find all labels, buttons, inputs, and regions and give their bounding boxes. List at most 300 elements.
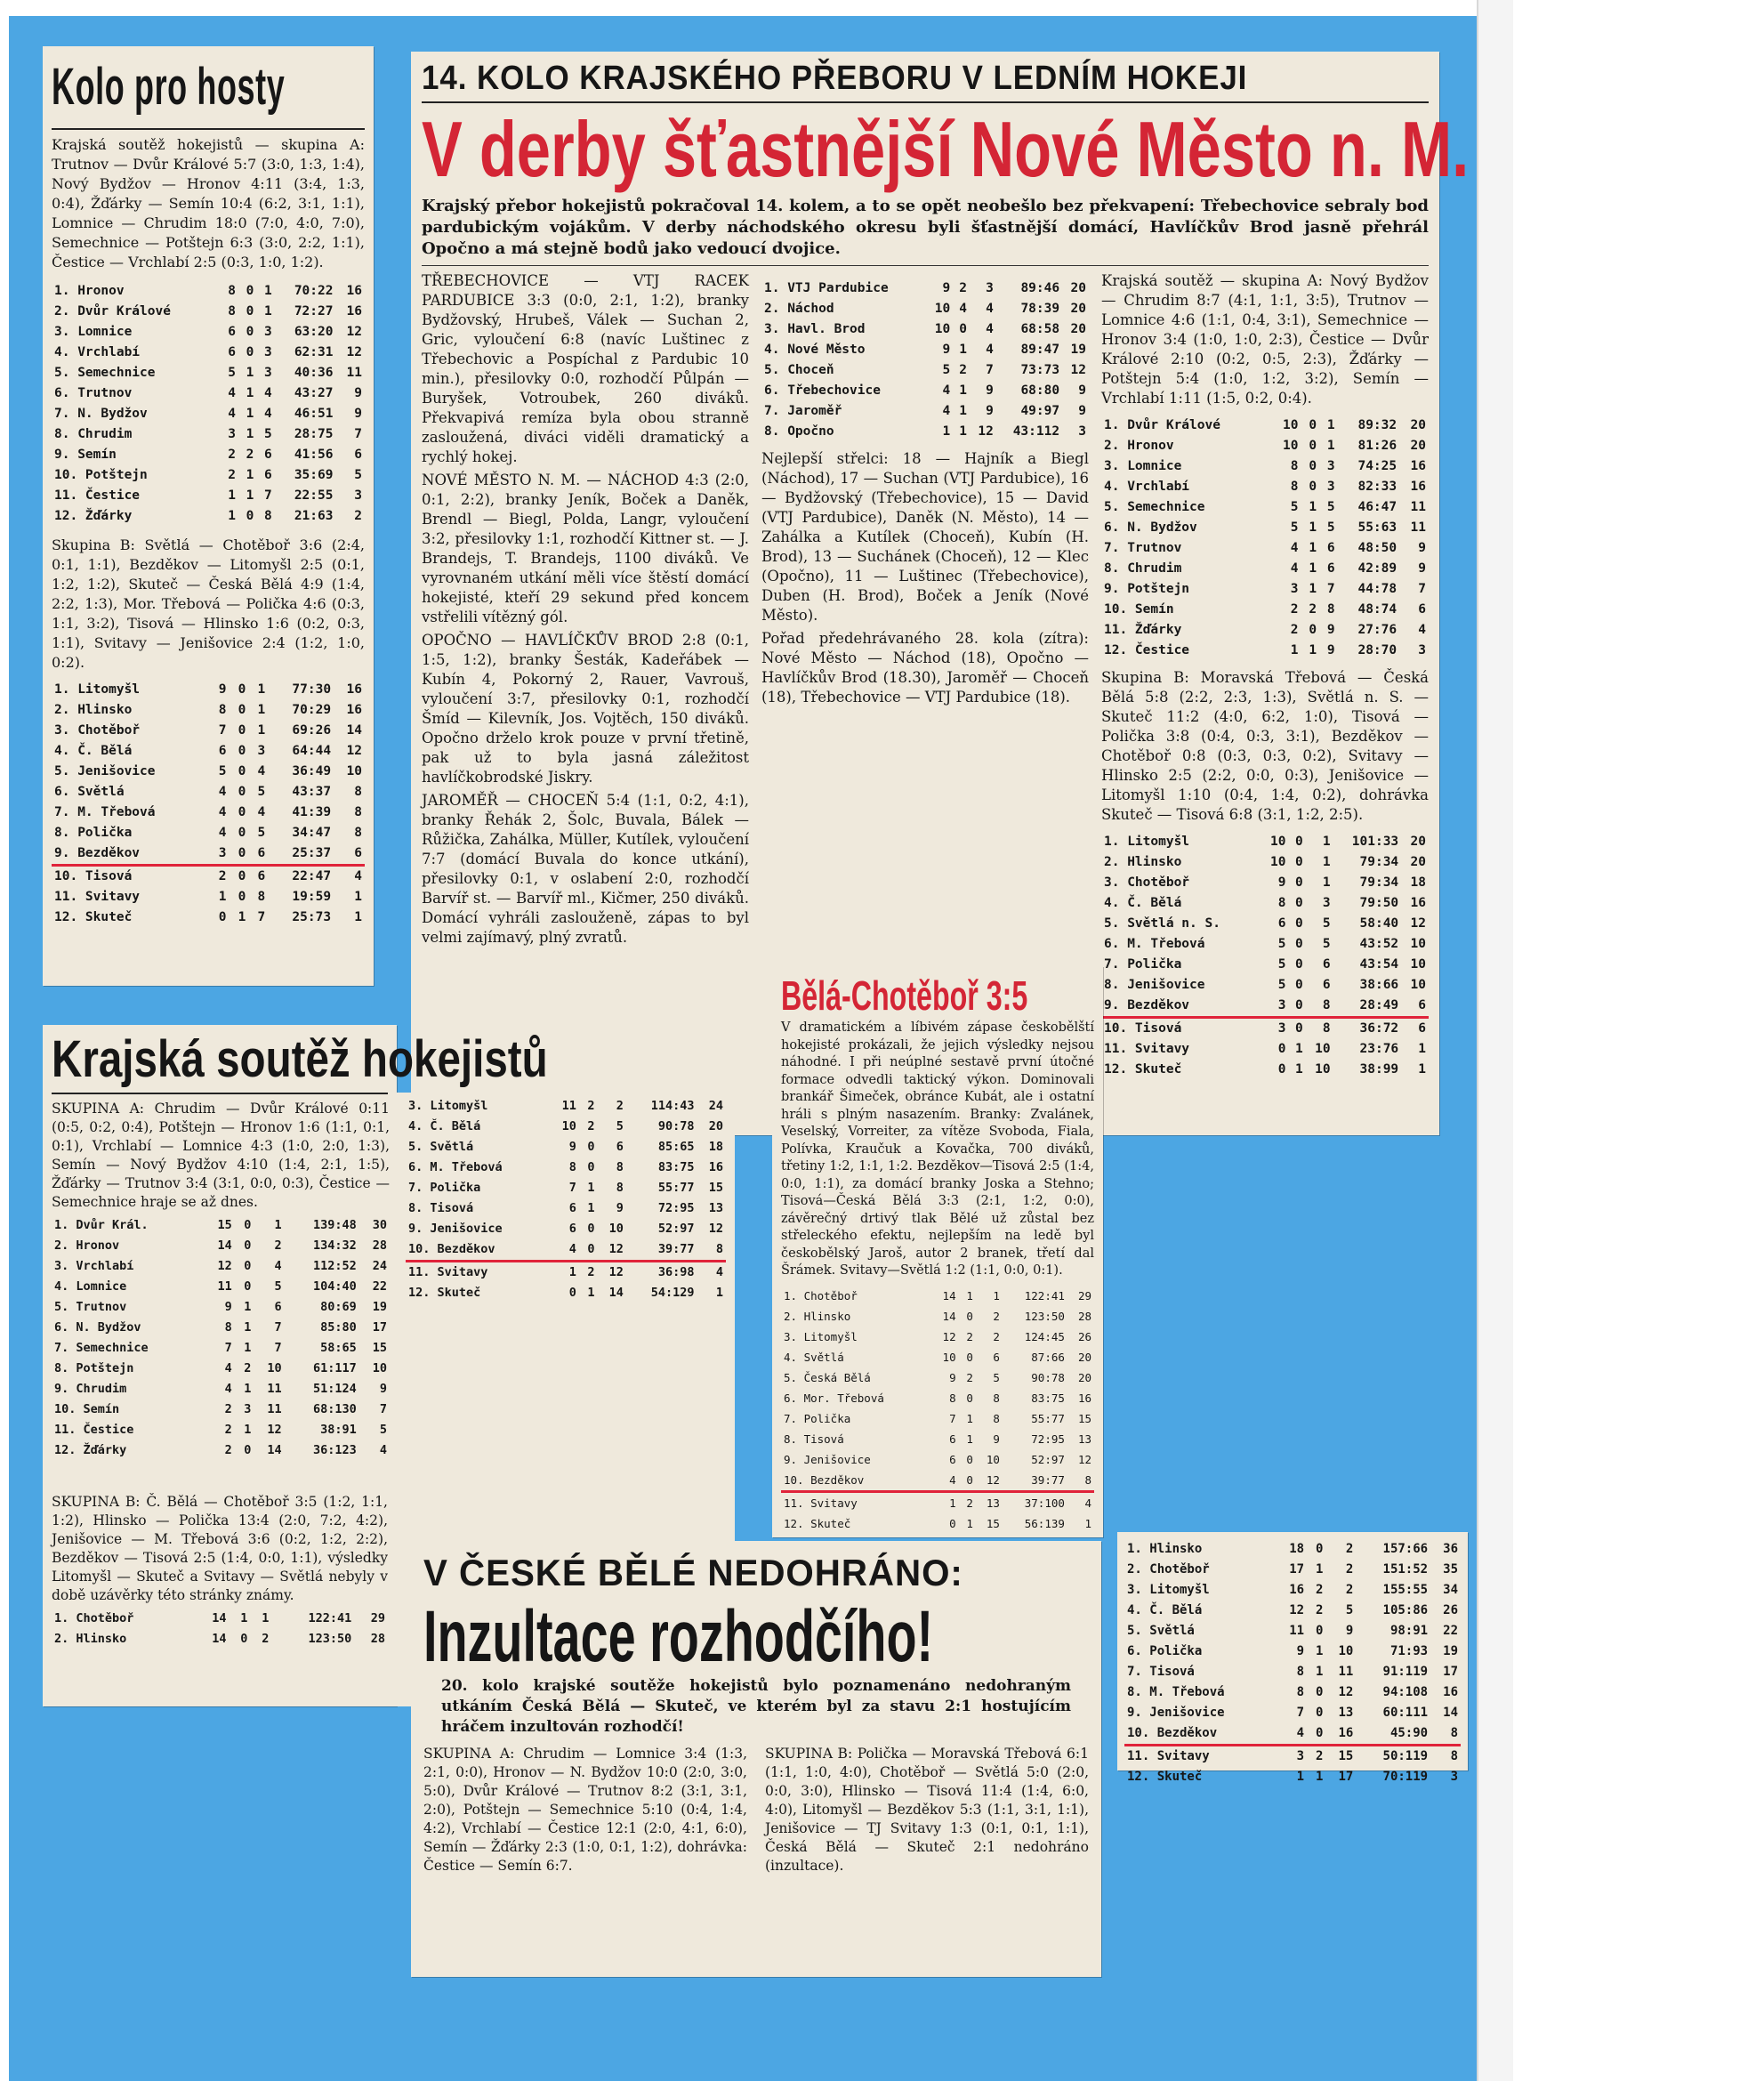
stat-cell: 0 <box>1295 916 1303 931</box>
stat-cell: 4 <box>1290 561 1299 576</box>
team-name: 8. Polička <box>54 826 133 840</box>
team-name: 6. Světlá <box>54 785 125 799</box>
team-name: 8. Tisová <box>408 1201 474 1215</box>
stat-cell: 2 <box>228 468 236 482</box>
clip5-group-b: SKUPINA B: Polička — Moravská Třebová 6:1 (1:1, 1:0, 4:0), Chotěboř — Světlá 5:0 (2:0, 0:0, 3:0), Hlinsko — Tisová 11:4 (1:4, 6:0, 4:0), Litomyšl — Bezděkov 5:3 (1:1, 3:1, 1:1), Jenišovice — TJ Svitavy 1:3 (0:1, 0:1, 1:1), Česká Bělá — Skuteč 2:1 nedohráno (inzultace). <box>765 1746 1089 1874</box>
team-name: 5. Jenišovice <box>54 764 156 778</box>
stat-cell: 4 <box>264 386 272 400</box>
stat-cell: 6 <box>949 1452 956 1466</box>
stat-cell: 28 <box>370 1632 385 1646</box>
stat-cell: 2 <box>587 1265 595 1279</box>
team-name: 2. Hronov <box>54 1238 120 1253</box>
stat-cell: 2 <box>966 1496 973 1510</box>
stat-cell: 5 <box>257 826 266 840</box>
table-row <box>52 424 365 445</box>
table-row <box>406 1262 726 1284</box>
team-name: 10. Bezděkov <box>1124 1723 1277 1746</box>
stat-cell: 79:34 <box>1359 875 1399 890</box>
stat-cell: 72:95 <box>1031 1432 1065 1446</box>
team-name: 6. Mor. Třebová <box>784 1391 884 1405</box>
stat-cell: 0 <box>238 744 246 758</box>
stat-cell: 8 <box>224 1320 232 1335</box>
stat-cell: 8 <box>949 1391 956 1405</box>
table-row <box>1124 1580 1461 1601</box>
stat-cell: 20 <box>1070 322 1086 336</box>
stat-cell: 10 <box>372 1361 387 1375</box>
stat-cell: 2 <box>966 1329 973 1343</box>
stat-cell: 2 <box>587 1099 595 1113</box>
table-row <box>52 465 365 486</box>
clip2-col3-b: Skupina B: Moravská Třebová — Česká Bělá 5:8 (2:2, 2:3, 1:3), Světlá n. S. — Skuteč 11:2 (4:0, 6:2, 1:0), Tisová — Polička 3:8 (0:4, 0:3, 3:1), Bezděkov — Chotěboř 0:8 (0:3, 0:3, 0:2), Svitavy — Hlinsko 2:5 (2:2, 0:0, 0:3), Jenišovice — Litomyšl 1:10 (0:4, 1:4, 0:2), dohrávka Skuteč — Tisová 6:8 (3:1, 1:2, 2:5). <box>1101 669 1429 823</box>
stat-cell: 0 <box>579 1239 598 1262</box>
stat-cell: 60:111 <box>1382 1706 1429 1720</box>
stat-cell: 0 <box>949 1516 956 1530</box>
table-row <box>1101 893 1429 914</box>
clip2-col3-a: Krajská soutěž — skupina A: Nový Bydžov — Chrudim 8:7 (4:1, 1:1, 3:5), Trutnov — Lomnice 4:6 (1:1, 0:4, 3:1), Semechnice — Hronov 3:4 (1:0, 1:0, 2:3), Čestice — Dvůr Králové 2:10 (0:2, 0:5, 2:3), Žďárky — Potštejn 5:4 (1:0, 1:2, 3:2), Semín — Vrchlabí 1:11 (1:5, 0:2, 0:4). <box>1101 272 1429 407</box>
stat-cell: 3 <box>1450 1770 1458 1784</box>
team-name: 4. Č. Bělá <box>54 744 133 758</box>
stat-cell: 12 <box>346 345 362 359</box>
stat-cell: 4 <box>551 1239 579 1262</box>
stat-cell: 46:47 <box>1357 500 1398 514</box>
stat-cell: 48:50 <box>1357 541 1398 555</box>
stat-cell: 0 <box>244 1238 252 1253</box>
team-name: 5. Světlá n. S. <box>1104 916 1220 931</box>
table-row <box>52 281 365 302</box>
stat-cell: 1 <box>949 1496 956 1510</box>
stat-cell: 22 <box>1443 1624 1458 1638</box>
stat-cell: 9 <box>942 343 951 357</box>
stat-cell: 16 <box>1443 1685 1458 1699</box>
stat-cell: 3 <box>244 1402 252 1416</box>
stat-cell: 2 <box>224 1423 232 1437</box>
stat-cell: 10 <box>986 1452 1000 1466</box>
stat-cell: 16 <box>346 284 362 298</box>
table-row <box>1101 1060 1429 1080</box>
stat-cell: 2 <box>966 1370 973 1384</box>
stat-cell: 4 <box>228 407 236 421</box>
stat-cell: 6 <box>568 1222 576 1236</box>
stat-cell: 1 <box>1316 1562 1324 1577</box>
stat-cell: 11 <box>1410 500 1426 514</box>
team-name: 5. Choceň <box>764 363 834 377</box>
stat-cell: 11 <box>267 1402 282 1416</box>
team-name: 3. Litomyšl <box>408 1099 488 1113</box>
stat-cell: 27:76 <box>1357 623 1398 637</box>
table-row <box>52 1338 390 1359</box>
stat-cell: 0 <box>1307 1723 1325 1746</box>
stat-cell: 155:55 <box>1382 1583 1429 1597</box>
stat-cell: 1 <box>264 284 272 298</box>
table-row <box>1124 1682 1461 1703</box>
stat-cell: 55:77 <box>1031 1411 1065 1425</box>
clip2-kicker <box>422 57 1429 103</box>
stat-cell: 3 <box>1296 1749 1305 1763</box>
team-name: 3. Lomnice <box>1104 459 1182 473</box>
team-name: 7. Trutnov <box>1104 541 1182 555</box>
team-name: 1. Litomyšl <box>54 682 141 697</box>
stat-cell: 28 <box>1077 1309 1091 1323</box>
stat-cell: 1 <box>262 1611 270 1625</box>
stat-cell: 1 <box>966 1288 973 1303</box>
team-name: 9. Chrudim <box>54 1382 127 1396</box>
stat-cell: 10 <box>1315 1042 1331 1056</box>
stat-cell: 77:30 <box>292 682 332 697</box>
table-row <box>1124 1560 1461 1580</box>
stat-cell: 1 <box>246 366 254 380</box>
stat-cell: 20 <box>1070 281 1086 295</box>
stat-cell: 2 <box>587 1119 595 1133</box>
stat-cell: 26 <box>1443 1603 1458 1617</box>
stat-cell: 2 <box>1345 1542 1354 1556</box>
stat-cell: 9 <box>354 407 362 421</box>
stat-cell: 9 <box>993 1432 1000 1446</box>
stat-cell: 7 <box>257 910 266 924</box>
stat-cell: 71:93 <box>1389 1644 1429 1658</box>
stat-cell: 1 <box>1322 835 1331 849</box>
stat-cell: 6 <box>334 843 365 866</box>
stat-cell: 5 <box>228 366 236 380</box>
stat-cell: 2 <box>1316 1749 1324 1763</box>
stat-cell: 26 <box>1077 1329 1091 1343</box>
stat-cell: 98:91 <box>1389 1624 1429 1638</box>
stat-cell: 2 <box>354 509 362 523</box>
stat-cell: 0 <box>587 1222 595 1236</box>
stat-cell: 1 <box>1326 418 1335 432</box>
stat-cell: 85:65 <box>657 1140 695 1154</box>
team-name: 8. Opočno <box>764 424 834 439</box>
stat-cell: 61:117 <box>312 1361 357 1375</box>
clip3-group-a-text: SKUPINA A: Chrudim — Dvůr Králové 0:11 (0:5, 0:2, 0:4), Potštejn — Hronov 1:6 (1:1, 0:1, 0:1), Vrchlabí — Lomnice 4:3 (1:0, 2:0, 1:3), Semín — Nový Bydžov 4:10 (1:4, 2:1, 1:5), Žďárky — Trutnov 3:4 (3:1, 0:0, 0:3), Čestice — Semechnice hraje se až dnes. <box>52 1101 390 1210</box>
stat-cell: 4 <box>1418 623 1426 637</box>
clip4-table <box>781 1286 1094 1534</box>
table-row <box>52 1629 388 1649</box>
clip2-columns <box>422 271 1429 1080</box>
stat-cell: 22:55 <box>294 488 334 503</box>
stat-cell: 0 <box>238 703 246 717</box>
stat-cell: 36:49 <box>292 764 332 778</box>
stat-cell: 28 <box>372 1238 387 1253</box>
stat-cell: 2 <box>616 1099 624 1113</box>
table-row <box>1101 852 1429 873</box>
stat-cell: 8 <box>993 1391 1000 1405</box>
table-row <box>406 1096 726 1117</box>
team-name: 6. M. Třebová <box>1104 937 1205 951</box>
stat-cell: 41:39 <box>292 805 332 819</box>
stat-cell: 122:41 <box>308 1611 352 1625</box>
page-edge <box>1477 0 1513 2081</box>
team-name: 1. Dvůr Král. <box>54 1218 149 1232</box>
stat-cell: 9 <box>568 1140 576 1154</box>
stat-cell: 6 <box>354 448 362 462</box>
table-row <box>781 1449 1094 1470</box>
team-name: 7. Tisová <box>1127 1665 1195 1679</box>
stat-cell: 0 <box>1316 1624 1324 1638</box>
team-name: 4. Vrchlabí <box>54 345 141 359</box>
team-name: 8. Chrudim <box>54 427 133 441</box>
table-row <box>1101 497 1429 518</box>
stat-cell: 80:69 <box>320 1300 357 1314</box>
stat-cell: 39:77 <box>1003 1470 1067 1492</box>
stat-cell: 9 <box>379 1382 387 1396</box>
stat-cell: 1 <box>246 488 254 503</box>
stat-cell: 4 <box>932 1470 959 1492</box>
stat-cell: 79:34 <box>1359 855 1399 869</box>
table-row <box>781 1491 1094 1513</box>
table-row <box>761 299 1089 319</box>
stat-cell: 1 <box>257 682 266 697</box>
stat-cell: 5 <box>1322 937 1331 951</box>
stat-cell: 20 <box>1077 1370 1091 1384</box>
stat-cell: 1 <box>966 1411 973 1425</box>
stat-cell: 0 <box>246 509 254 523</box>
stat-cell: 8 <box>257 890 266 904</box>
stat-cell: 3 <box>986 281 994 295</box>
stat-cell: 4 <box>986 322 994 336</box>
stat-cell: 1 <box>959 404 967 418</box>
stat-cell: 10 <box>608 1222 624 1236</box>
stat-cell: 36 <box>1443 1542 1458 1556</box>
stat-cell: 0 <box>1309 480 1317 494</box>
stat-cell: 0 <box>1295 937 1303 951</box>
stat-cell: 1 <box>959 424 967 439</box>
stat-cell: 14 <box>267 1443 282 1457</box>
stat-cell: 3 <box>1078 424 1086 439</box>
stat-cell: 10 <box>1315 1062 1331 1077</box>
stat-cell: 1 <box>966 1516 973 1530</box>
team-name: 5. Česká Bělá <box>784 1370 871 1384</box>
stat-cell: 1 <box>587 1201 595 1215</box>
stat-cell: 18 <box>708 1140 723 1154</box>
stat-cell: 6 <box>1401 996 1429 1018</box>
stat-cell: 14 <box>608 1286 624 1300</box>
table-row <box>781 1286 1094 1306</box>
stat-cell: 1 <box>228 509 236 523</box>
stat-cell: 5 <box>1322 916 1331 931</box>
clip2-table-a <box>1101 415 1429 661</box>
stat-cell: 1 <box>1309 582 1317 596</box>
team-name: 12. Skuteč <box>1104 1062 1182 1077</box>
table-row <box>52 1420 390 1440</box>
stat-cell: 35 <box>1443 1562 1458 1577</box>
stat-cell: 3 <box>1290 582 1299 596</box>
stat-cell: 25:37 <box>268 843 334 866</box>
stat-cell: 10 <box>934 322 951 336</box>
stat-cell: 0 <box>244 1279 252 1294</box>
team-name: 6. Třebechovice <box>764 383 881 398</box>
table-row <box>781 1470 1094 1492</box>
stat-cell: 8 <box>1290 480 1299 494</box>
stat-cell: 2 <box>1290 602 1299 617</box>
stat-cell: 1 <box>1418 1062 1426 1077</box>
clip3-table-a <box>52 1215 390 1461</box>
table-row <box>1101 538 1429 559</box>
stat-cell: 39:77 <box>626 1239 697 1262</box>
stat-cell: 10 <box>1269 855 1286 869</box>
stat-cell: 11 <box>1289 1624 1305 1638</box>
stat-cell: 87:66 <box>1031 1350 1065 1364</box>
stat-cell: 8 <box>1067 1470 1094 1492</box>
clip5-lead: 20. kolo krajské soutěže hokejistů bylo poznamenáno nedohraným utkáním Česká Bělá — Skuteč, ve kterém byl za stavu 2:1 hostujícím hráčem inzultován rozhodčí! <box>441 1677 1071 1736</box>
team-name: 1. Chotěboř <box>784 1288 858 1303</box>
team-name: 2. Hlinsko <box>1104 855 1182 869</box>
stat-cell: 12 <box>1070 363 1086 377</box>
team-name: 6. Polička <box>1127 1644 1203 1658</box>
stat-cell: 10 <box>1282 439 1299 453</box>
stat-cell: 22:47 <box>292 869 332 883</box>
stat-cell: 0 <box>238 764 246 778</box>
table-row <box>1101 934 1429 955</box>
stat-cell: 6 <box>993 1350 1000 1364</box>
stat-cell: 2 <box>1290 623 1299 637</box>
stat-cell: 14 <box>212 1611 227 1625</box>
clip3-group-b <box>43 1489 397 1706</box>
clip2-kicker-text: 14. KOLO KRAJSKÉHO PŘEBORU V LEDNÍM HOKEJI <box>422 60 1248 97</box>
table-row <box>1101 559 1429 579</box>
stat-cell: 3 <box>1418 643 1426 657</box>
table-row <box>52 823 365 843</box>
clip2-table-main <box>761 278 1089 442</box>
stat-cell: 16 <box>1410 480 1426 494</box>
clip3-title-text: Krajská soutěž hokejistů <box>52 1030 548 1088</box>
clip2-col2 <box>761 271 1089 1080</box>
stat-cell: 1 <box>246 407 254 421</box>
team-name: 2. Chotěboř <box>1127 1562 1210 1577</box>
stat-cell: 1 <box>244 1300 252 1314</box>
stat-cell: 38:91 <box>320 1423 357 1437</box>
stat-cell: 3 <box>264 345 272 359</box>
stat-cell: 9 <box>224 1300 232 1314</box>
team-name: 8. Jenišovice <box>1104 978 1205 992</box>
team-name: 3. Litomyšl <box>1127 1583 1210 1597</box>
stat-cell: 1 <box>587 1181 595 1195</box>
stat-cell: 6 <box>1326 541 1335 555</box>
stat-cell: 8 <box>1290 459 1299 473</box>
stat-cell: 24 <box>372 1259 387 1273</box>
stat-cell: 83:75 <box>1031 1391 1065 1405</box>
clip5-columns <box>423 1745 1089 1879</box>
stat-cell: 0 <box>240 1632 248 1646</box>
stat-cell: 3 <box>264 366 272 380</box>
team-name: 4. Lomnice <box>54 1279 127 1294</box>
stat-cell: 12 <box>346 325 362 339</box>
stat-cell: 0 <box>238 785 246 799</box>
stat-cell: 1 <box>1418 1042 1426 1056</box>
stat-cell: 0 <box>218 910 227 924</box>
table-row <box>1124 1601 1461 1621</box>
team-name: 4. Č. Bělá <box>1104 896 1182 910</box>
stat-cell: 21:63 <box>294 509 334 523</box>
stat-cell: 0 <box>244 1218 252 1232</box>
stat-cell: 1 <box>966 1432 973 1446</box>
team-name: 12. Skuteč <box>784 1516 851 1530</box>
stat-cell: 14 <box>346 723 362 738</box>
team-name: 11. Žďárky <box>1104 623 1182 637</box>
stat-cell: 15 <box>708 1181 723 1195</box>
stat-cell: 63:20 <box>294 325 334 339</box>
stat-cell: 1 <box>1316 1770 1324 1784</box>
table-row <box>406 1198 726 1219</box>
stat-cell: 1 <box>246 468 254 482</box>
stat-cell: 0 <box>238 890 246 904</box>
stat-cell: 9 <box>1296 1644 1305 1658</box>
stat-cell: 5 <box>1277 937 1286 951</box>
stat-cell: 2 <box>224 1402 232 1416</box>
stat-cell: 0 <box>959 1470 976 1492</box>
clip2-lead: Krajský přebor hokejistů pokračoval 14. kolem, a to se opět neobešlo bez překvapení: Třebechovice sebraly bod pardubickým vojákům. V derby náchodského okresu byli šťastnější domácí, Havlíčkův Brod jasně přehrál Opočno a má stejně bodů jako vedoucí dvojice. <box>422 196 1429 266</box>
team-name: 2. Hlinsko <box>784 1309 851 1323</box>
stat-cell: 72:27 <box>294 304 334 319</box>
stat-cell: 8 <box>1326 602 1335 617</box>
stat-cell: 12 <box>217 1259 232 1273</box>
stat-cell: 4 <box>1084 1496 1091 1510</box>
stat-cell: 68:58 <box>1020 322 1060 336</box>
stat-cell: 4 <box>224 1361 232 1375</box>
team-name: 9. Bezděkov <box>52 843 210 866</box>
stat-cell: 1 <box>1295 1042 1303 1056</box>
stat-cell: 43:37 <box>292 785 332 799</box>
stat-cell: 1 <box>264 304 272 319</box>
team-name: 1. Litomyšl <box>1104 835 1190 849</box>
team-name: 10. Semín <box>1104 602 1174 617</box>
stat-cell: 0 <box>1295 978 1303 992</box>
table-row <box>1101 641 1429 661</box>
stat-cell: 0 <box>1277 1062 1286 1077</box>
stat-cell: 5 <box>1326 520 1335 535</box>
stat-cell: 5 <box>1290 520 1299 535</box>
stat-cell: 15 <box>217 1218 232 1232</box>
stat-cell: 1 <box>942 424 951 439</box>
stat-cell: 10 <box>1410 957 1426 972</box>
stat-cell: 0 <box>1277 1042 1286 1056</box>
stat-cell: 8 <box>616 1181 624 1195</box>
stat-cell: 104:40 <box>312 1279 357 1294</box>
stat-cell: 43:112 <box>1012 424 1060 439</box>
table-row <box>781 1347 1094 1367</box>
stat-cell: 10 <box>1338 1644 1354 1658</box>
stat-cell: 0 <box>244 1259 252 1273</box>
stat-cell: 9 <box>1078 404 1086 418</box>
table-row <box>1124 1539 1461 1560</box>
stat-cell: 8 <box>1277 896 1286 910</box>
team-name: 1. Hlinsko <box>1127 1542 1203 1556</box>
stat-cell: 3 <box>1322 896 1331 910</box>
stat-cell: 8 <box>264 509 272 523</box>
stat-cell: 14 <box>1443 1706 1458 1720</box>
stat-cell: 16 <box>1289 1583 1305 1597</box>
stat-cell: 0 <box>238 682 246 697</box>
stat-cell: 11 <box>561 1099 576 1113</box>
team-name: 4. Nové Město <box>764 343 866 357</box>
table-row <box>52 680 365 700</box>
stat-cell: 101:33 <box>1351 835 1399 849</box>
table-row <box>761 381 1089 401</box>
stat-cell: 0 <box>244 1443 252 1457</box>
stat-cell: 5 <box>616 1119 624 1133</box>
stat-cell: 16 <box>346 682 362 697</box>
stat-cell: 1 <box>1322 855 1331 869</box>
table-row <box>406 1219 726 1239</box>
table-row <box>52 721 365 741</box>
table-row <box>1101 579 1429 600</box>
table-row <box>1101 518 1429 538</box>
stat-cell: 9 <box>949 1370 956 1384</box>
stat-cell: 2 <box>1316 1583 1324 1597</box>
table-row <box>52 1440 390 1461</box>
stat-cell: 4 <box>986 302 994 316</box>
stat-cell: 1 <box>1316 1644 1324 1658</box>
table-row <box>1101 456 1429 477</box>
